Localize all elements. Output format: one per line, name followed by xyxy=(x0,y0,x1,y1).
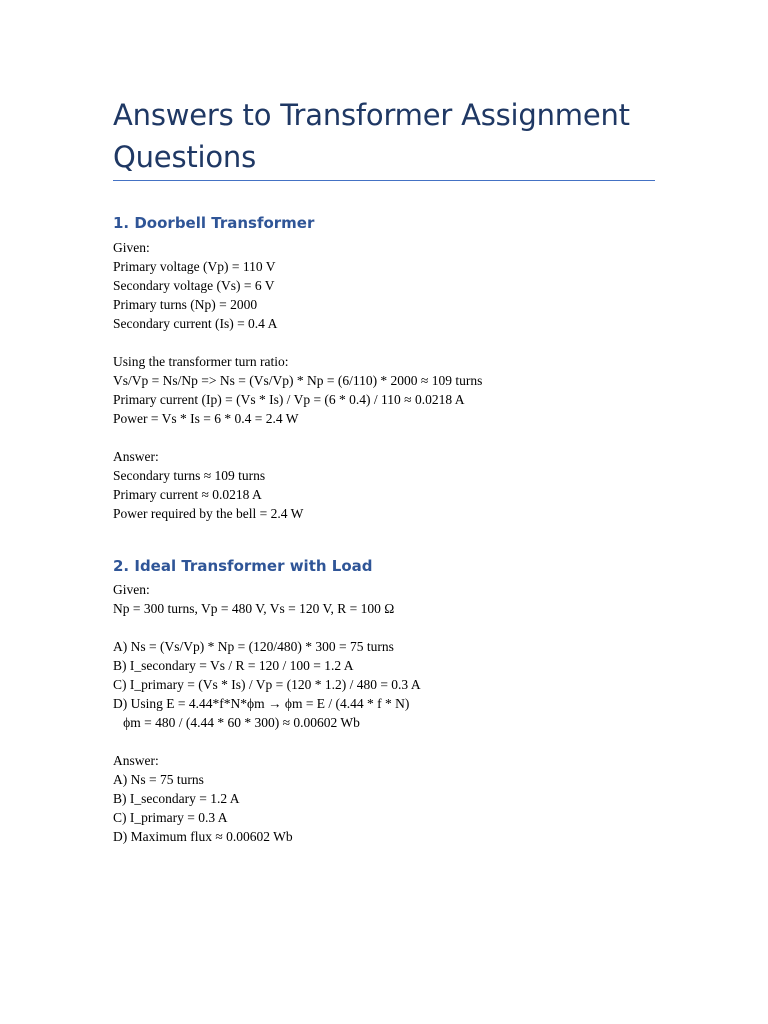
body-line: Secondary voltage (Vs) = 6 V xyxy=(113,278,275,293)
body-line: Answer: xyxy=(113,449,159,464)
body-line: Secondary current (Is) = 0.4 A xyxy=(113,316,278,331)
section-heading-ideal-transformer: 2. Ideal Transformer with Load xyxy=(113,557,373,575)
body-line: Given: xyxy=(113,240,150,255)
body-line: Using the transformer turn ratio: xyxy=(113,354,289,369)
body-line: B) I_secondary = 1.2 A xyxy=(113,791,240,806)
body-line: Power = Vs * Is = 6 * 0.4 = 2.4 W xyxy=(113,411,299,426)
body-line: Np = 300 turns, Vp = 480 V, Vs = 120 V, R = 100 Ω xyxy=(113,601,395,616)
body-line: Primary voltage (Vp) = 110 V xyxy=(113,259,276,274)
body-line: Answer: xyxy=(113,753,159,768)
body-line: A) Ns = (Vs/Vp) * Np = (120/480) * 300 = 75 turns xyxy=(113,639,394,654)
body-line: Primary current ≈ 0.0218 A xyxy=(113,487,262,502)
body-line: A) Ns = 75 turns xyxy=(113,772,204,787)
body-line: C) I_primary = 0.3 A xyxy=(113,810,228,825)
body-line: Vs/Vp = Ns/Np => Ns = (Vs/Vp) * Np = (6/110) * 2000 ≈ 109 turns xyxy=(113,373,483,388)
page-title: Answers to Transformer Assignment Questions xyxy=(113,98,630,174)
body-line: Primary turns (Np) = 2000 xyxy=(113,297,258,312)
section-heading-doorbell-transformer: 1. Doorbell Transformer xyxy=(113,214,315,232)
title-divider xyxy=(113,180,655,181)
body-line: C) I_primary = (Vs * Is) / Vp = (120 * 1.2) / 480 = 0.3 A xyxy=(113,677,421,692)
body-line: B) I_secondary = Vs / R = 120 / 100 = 1.2 A xyxy=(113,658,354,673)
body-line: D) Maximum flux ≈ 0.00602 Wb xyxy=(113,829,293,844)
body-line: ϕm = 480 / (4.44 * 60 * 300) ≈ 0.00602 Wb xyxy=(113,715,360,730)
body-line: Power required by the bell = 2.4 W xyxy=(113,506,304,521)
body-line: Secondary turns ≈ 109 turns xyxy=(113,468,266,483)
body-line: Primary current (Ip) = (Vs * Is) / Vp = (6 * 0.4) / 110 ≈ 0.0218 A xyxy=(113,392,465,407)
body-line: Given: xyxy=(113,582,150,597)
body-line: D) Using E = 4.44*f*N*ϕm → ϕm = E / (4.44 * f * N) xyxy=(113,696,410,711)
